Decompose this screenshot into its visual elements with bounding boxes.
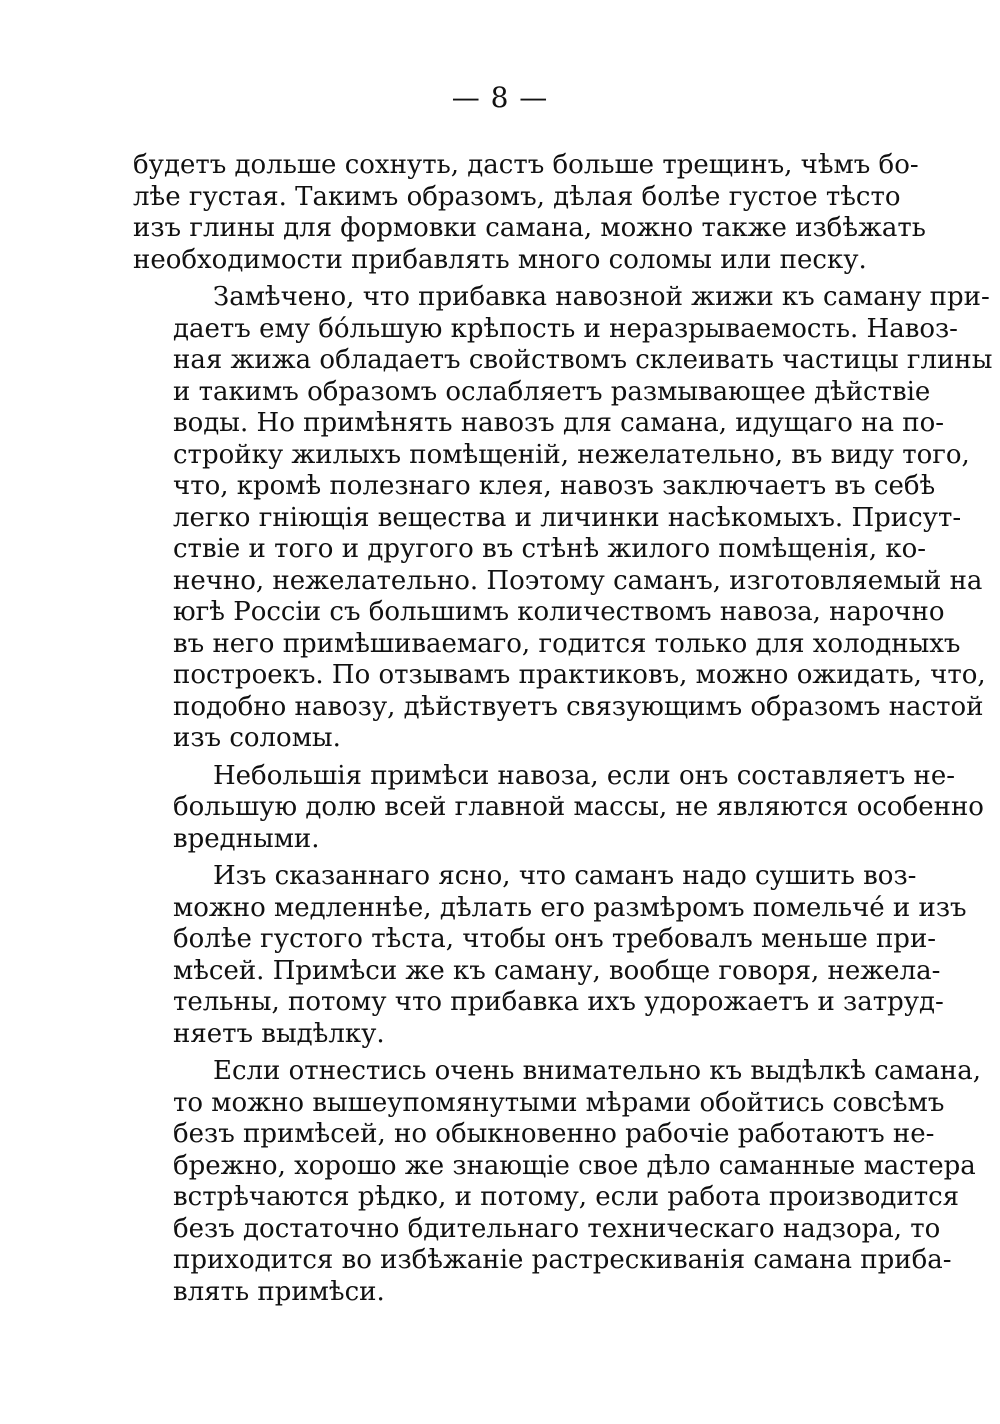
text-line: няетъ выдѣлку. [173,1018,385,1049]
text-line: необходимости прибавлять много соломы или песку. [133,244,867,275]
text-line: нечно, нежелательно. Поэтому саманъ, изготовляемый на [173,565,983,596]
text-line: воды. Но примѣнять навозъ для самана, идущаго на по- [173,408,945,438]
text-line: Замѣчено, что прибавка навозной жижи къ саману при- [213,282,990,312]
text-line: можно медленнѣе, дѣлать его размѣромъ помельче́ и изъ [173,892,967,923]
page-number: — 8 — [451,81,549,114]
text-line: то можно вышеупомянутыми мѣрами обойтись совсѣмъ [173,1087,945,1118]
text-line: что, кромѣ полезнаго клея, навозъ заключаетъ въ себѣ [173,471,936,501]
text-line: будетъ дольше сохнуть, дастъ больше трещинъ, чѣмъ бо- [133,150,919,180]
text-line: болѣе густого тѣста, чтобы онъ требовалъ меньше при- [173,924,937,954]
text-line: подобно навозу, дѣйствуетъ связующимъ образомъ настой [173,691,984,722]
text-line: лѣе густая. Такимъ образомъ, дѣлая болѣе густое тѣсто [133,181,901,212]
text-line: легко гніющія вещества и личинки насѣкомыхъ. Присут- [173,502,962,533]
text-line: изъ соломы. [173,723,341,753]
paragraph-2 [133,282,993,755]
text-line: даетъ ему бо́льшую крѣпость и неразрываемость. Навоз- [173,313,958,344]
text-line: тельны, потому что прибавка ихъ удорожаетъ и затруд- [173,987,944,1017]
text-line: безъ достаточно бдительнаго техническаго надзора, то [173,1213,941,1244]
paragraph-5 [133,1056,982,1308]
text-line: построекъ. По отзывамъ практиковъ, можно ожидать, что, [173,660,986,690]
paragraph-1 [133,150,926,276]
text-line: приходится во избѣжаніе растрескиванія самана приба- [173,1245,952,1275]
text-line: брежно, хорошо же знающіе свое дѣло саманные мастера [173,1150,976,1181]
text-line: югѣ Россіи съ большимъ количествомъ навоза, нарочно [173,597,945,627]
text-line: ствіе и того и другого въ стѣнѣ жилого помѣщенія, ко- [173,534,927,564]
text-line: изъ глины для формовки самана, можно также избѣжать [133,213,926,243]
text-line: и такимъ образомъ ослабляетъ размывающее дѣйствіе [173,376,931,407]
text-line: влять примѣси. [173,1276,385,1307]
paragraph-3 [133,760,984,856]
text-line: въ него примѣшиваемаго, годится только для холодныхъ [173,628,961,659]
text-line: большую долю всей главной массы, не являются особенно [173,792,984,822]
text-line: безъ примѣсей, но обыкновенно рабочіе работаютъ не- [173,1119,935,1149]
text-line: ная жижа обладаетъ свойствомъ склеивать частицы глины [173,345,993,375]
text-line: вредными. [173,823,320,854]
text-line: Изъ сказаннаго ясно, что саманъ надо сушить воз- [213,861,917,891]
text-line: Небольшія примѣси навоза, если онъ составляетъ не- [213,760,956,791]
text-line: стройку жилыхъ помѣщеній, нежелательно, въ виду того, [173,439,970,470]
text-line: мѣсей. Примѣси же къ саману, вообще говоря, нежела- [173,955,941,986]
paragraph-4 [133,861,967,1050]
text-line: встрѣчаются рѣдко, и потому, если работа производится [173,1182,960,1212]
text-line: Если отнестись очень внимательно къ выдѣлкѣ самана, [213,1056,982,1086]
body-text [133,150,993,1314]
